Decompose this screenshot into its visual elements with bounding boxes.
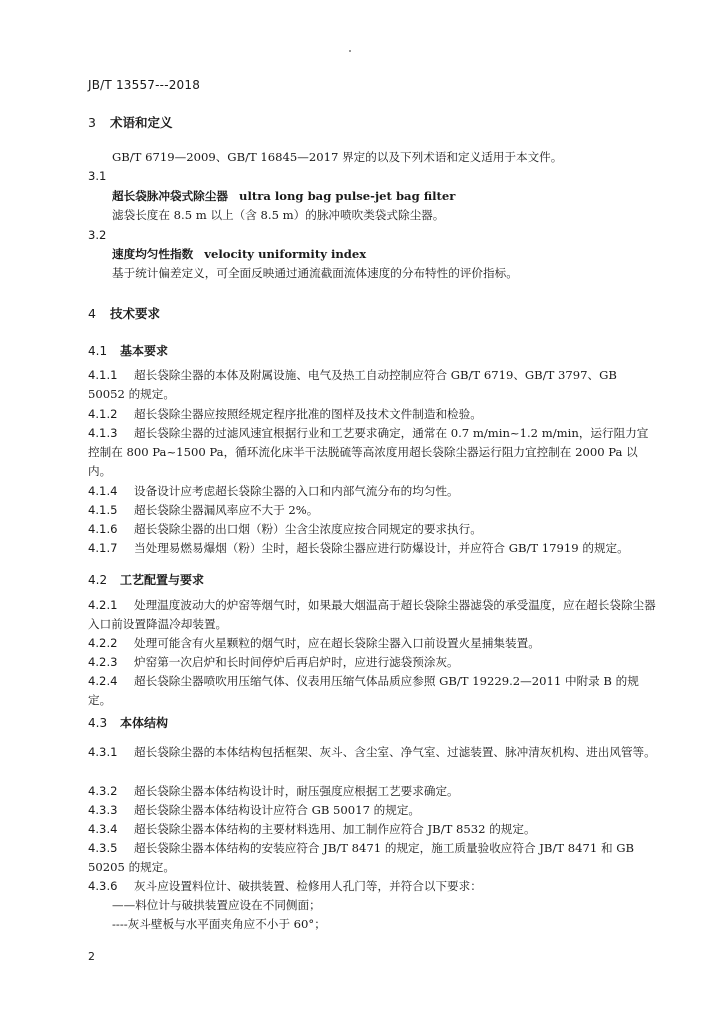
term-en: ultra long bag pulse-jet bag filter <box>239 189 456 203</box>
clause-4-3-3 <box>88 801 656 820</box>
section-number: 4 <box>88 306 96 321</box>
clause-text: 超长袋除尘器本体结构的主要材料选用、加工制作应符合 JB/T 8532 的规定。 <box>134 822 536 836</box>
clause-text: 处理可能含有火星颗粒的烟气时，应在超长袋除尘器入口前设置火星捕集装置。 <box>134 636 540 650</box>
clause-number: 4.1.3 <box>88 426 118 440</box>
clause-4-3-5 <box>88 839 656 877</box>
clause-4-3-6 <box>88 877 656 896</box>
clause-text: 灰斗应设置料位计、破拱装置、检修用人孔门等，并符合以下要求： <box>134 879 482 893</box>
clause-text: 超长袋除尘器的过滤风速宜根据行业和工艺要求确定，通常在 0.7 m/min~1.2 m/min，运行阻力宜控制在 800 Pa~1500 Pa，循环流化床半干法脱硫等高浓度用超长袋除尘器运行阻力宜控制在 2000 Pa 以内。 <box>88 426 649 478</box>
clause-number: 4.2.3 <box>88 655 118 669</box>
term-3-1-title <box>112 187 455 206</box>
subsection-title: 本体结构 <box>120 716 169 730</box>
term-cn: 速度均匀性指数 <box>112 247 194 261</box>
term-3-2-title <box>112 245 366 264</box>
clause-4-2-4 <box>88 672 656 710</box>
term-3-1-definition: 滤袋长度在 8.5 m 以上（含 8.5 m）的脉冲喷吹类袋式除尘器。 <box>112 208 445 222</box>
clause-number: 4.3.6 <box>88 879 118 893</box>
clause-number: 4.2.4 <box>88 674 118 688</box>
subsection-4-2-heading <box>88 571 204 588</box>
term-3-2-definition: 基于统计偏差定义，可全面反映通过通流截面流体速度的分布特性的评价指标。 <box>112 266 518 280</box>
clause-text: 超长袋除尘器本体结构设计应符合 GB 50017 的规定。 <box>134 803 421 817</box>
page-number: 2 <box>88 950 95 963</box>
term-3-1-number: 3.1 <box>88 169 107 183</box>
clause-number: 4.1.2 <box>88 407 118 421</box>
section-3-intro: GB/T 6719—2009、GB/T 16845—2017 界定的以及下列术语和定义适用于本文件。 <box>112 150 563 164</box>
subsection-title: 基本要求 <box>120 344 169 358</box>
clause-number: 4.3.1 <box>88 745 118 759</box>
clause-text: 超长袋除尘器应按照经规定程序批准的图样及技术文件制造和检验。 <box>134 407 482 421</box>
clause-4-1-4 <box>88 482 656 501</box>
term-3-2-number: 3.2 <box>88 228 107 242</box>
clause-number: 4.3.4 <box>88 822 118 836</box>
clause-number: 4.1.6 <box>88 522 118 536</box>
clause-text: 超长袋除尘器本体结构的安装应符合 JB/T 8471 的规定，施工质量验收应符合 JB/T 8471 和 GB 50205 的规定。 <box>88 841 635 874</box>
clause-4-1-2 <box>88 405 656 424</box>
clause-number: 4.1.5 <box>88 503 118 517</box>
clause-4-3-1 <box>88 743 656 762</box>
clause-number: 4.2.1 <box>88 598 118 612</box>
term-en: velocity uniformity index <box>204 247 367 261</box>
section-4-heading <box>88 304 160 322</box>
clause-text: 设备设计应考虑超长袋除尘器的入口和内部气流分布的均匀性。 <box>134 484 459 498</box>
clause-4-1-5 <box>88 501 656 520</box>
clause-number: 4.3.2 <box>88 784 118 798</box>
clause-text: 处理温度波动大的炉窑等烟气时，如果最大烟温高于超长袋除尘器滤袋的承受温度，应在超长袋除尘器入口前设置降温冷却装置。 <box>88 598 656 631</box>
section-number: 3 <box>88 115 96 130</box>
clause-number: 4.2.2 <box>88 636 118 650</box>
clause-number: 4.1.4 <box>88 484 118 498</box>
clause-number: 4.3.3 <box>88 803 118 817</box>
clause-text: 超长袋除尘器本体结构设计时，耐压强度应根据工艺要求确定。 <box>134 784 459 798</box>
clause-4-1-6 <box>88 520 656 539</box>
subsection-4-3-heading <box>88 714 168 731</box>
clause-4-1-3 <box>88 424 656 481</box>
clause-text: 当处理易燃易爆烟（粉）尘时，超长袋除尘器应进行防爆设计，并应符合 GB/T 17919 的规定。 <box>134 541 629 555</box>
subsection-number: 4.2 <box>88 573 108 587</box>
subsection-title: 工艺配置与要求 <box>120 573 205 587</box>
dash-item-2: ----灰斗壁板与水平面夹角应不小于 60°； <box>112 917 326 931</box>
section-title: 技术要求 <box>110 306 161 321</box>
clause-text: 超长袋除尘器的本体结构包括框架、灰斗、含尘室、净气室、过滤装置、脉冲清灰机构、进出风管等。 <box>134 745 656 759</box>
scan-speck <box>349 50 351 52</box>
clause-text: 超长袋除尘器漏风率应不大于 2%。 <box>134 503 319 517</box>
clause-4-2-2 <box>88 634 656 653</box>
subsection-number: 4.1 <box>88 344 108 358</box>
clause-text: 超长袋除尘器的出口烟（粉）尘含尘浓度应按合同规定的要求执行。 <box>134 522 482 536</box>
clause-text: 超长袋除尘器的本体及附属设施、电气及热工自动控制应符合 GB/T 6719、GB/T 3797、GB 50052 的规定。 <box>88 368 617 401</box>
clause-4-1-1 <box>88 366 656 404</box>
clause-4-3-2 <box>88 782 656 801</box>
section-3-heading <box>88 113 173 131</box>
clause-4-1-7 <box>88 539 656 558</box>
dash-item-1: ——料位计与破拱装置应设在不同侧面； <box>112 898 321 912</box>
clause-4-2-1 <box>88 596 656 634</box>
clause-4-2-3 <box>88 653 656 672</box>
subsection-number: 4.3 <box>88 716 108 730</box>
clause-number: 4.1.7 <box>88 541 118 555</box>
subsection-4-1-heading <box>88 342 168 359</box>
clause-text: 超长袋除尘器喷吹用压缩气体、仪表用压缩气体品质应参照 GB/T 19229.2—2011 中附录 B 的规定。 <box>88 674 639 707</box>
section-title: 术语和定义 <box>110 115 173 130</box>
clause-number: 4.1.1 <box>88 368 118 382</box>
standard-code-header: JB/T 13557---2018 <box>88 78 201 92</box>
clause-4-3-4 <box>88 820 656 839</box>
clause-text: 炉窑第一次启炉和长时间停炉后再启炉时，应进行滤袋预涂灰。 <box>134 655 459 669</box>
term-cn: 超长袋脉冲袋式除尘器 <box>112 189 228 203</box>
clause-number: 4.3.5 <box>88 841 118 855</box>
